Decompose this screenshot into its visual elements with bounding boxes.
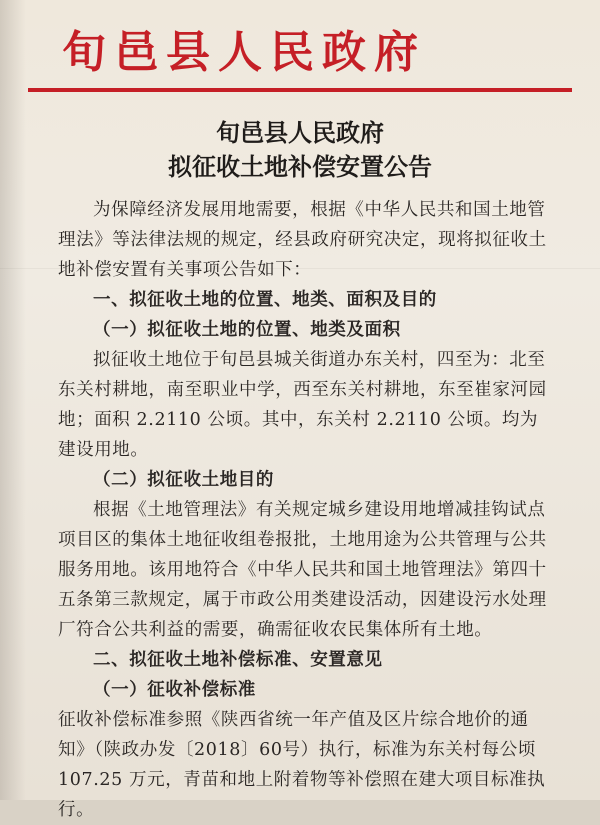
- section-heading-1: 一、拟征收土地的位置、地类、面积及目的: [93, 290, 437, 310]
- subsection-heading-1-2: （二）拟征收土地目的: [93, 470, 274, 490]
- location-paragraph: 拟征收土地位于旬邑县城关街道办东关村，四至为：北至东关村耕地，南至职业中学，西至东关村耕地，东至崔家河园地；面积 2.2110 公顷。其中，东关村 2.2110 公顷。均为建设用地。: [58, 350, 547, 460]
- purpose-paragraph: 根据《土地管理法》有关规定城乡建设用地增减挂钩试点项目区的集体土地征收组卷报批，土地用途为公共管理与公共服务用地。该用地符合《中华人民共和国土地管理法》第四十五条第三款规定，属于市政公用类建设活动，因建设污水处理厂符合公共利益的需要，确需征收农民集体所有土地。: [58, 500, 547, 640]
- announcement-title-line-1: 旬邑县人民政府: [216, 118, 384, 147]
- government-header-title: 旬邑县人民政府: [62, 27, 426, 78]
- subsection-heading-1-1: （一）拟征收土地的位置、地类及面积: [93, 320, 401, 340]
- section-heading-2: 二、拟征收土地补偿标准、安置意见: [93, 650, 383, 670]
- announcement-body: [58, 195, 554, 825]
- announcement-title-line-2: 拟征收土地补偿安置公告: [168, 152, 432, 181]
- intro-paragraph: 为保障经济发展用地需要，根据《中华人民共和国土地管理法》等法律法规的规定，经县政府研究决定，现将拟征收土地补偿安置有关事项公告如下：: [58, 200, 547, 280]
- subsection-heading-2-1: （一）征收补偿标准: [93, 680, 256, 700]
- compensation-paragraph: 征收补偿标准参照《陕西省统一年产值及区片综合地价的通知》（陕政办发〔2018〕60号）执行，标准为东关村每公顷 107.25 万元，青苗和地上附着物等补偿照在建大项目标准执行。: [58, 710, 546, 820]
- header-red-rule: [28, 88, 572, 92]
- announcement-title: [0, 116, 600, 184]
